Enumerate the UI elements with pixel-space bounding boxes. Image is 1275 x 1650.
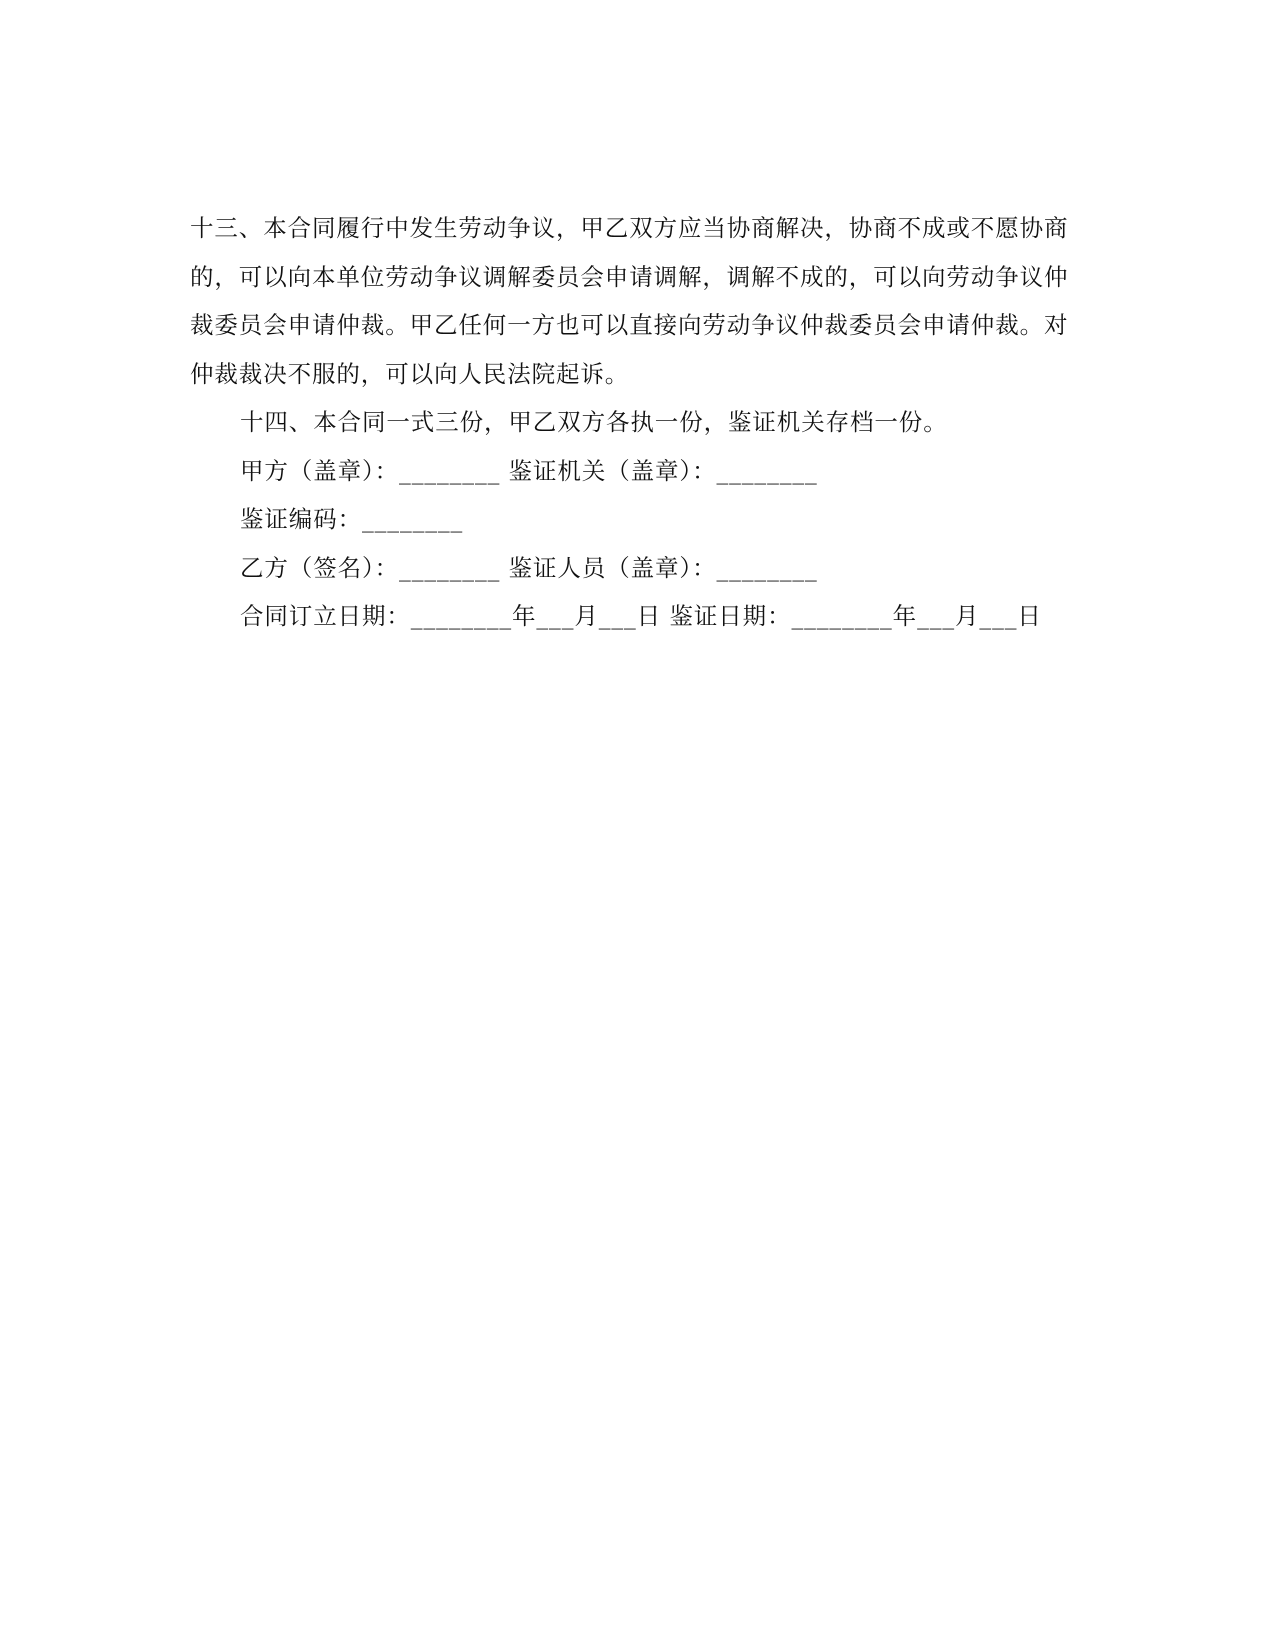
party-a-signature-line: 甲方（盖章）：________ 鉴证机关（盖章）：________ [240, 456, 818, 485]
document-body [190, 204, 1090, 641]
party-b-signature-line: 乙方（签名）：________ 鉴证人员（盖章）：________ [240, 553, 818, 582]
clause-14: 十四、本合同一式三份，甲乙双方各执一份，鉴证机关存档一份。 [240, 408, 948, 436]
verification-code-line: 鉴证编码：________ [240, 505, 464, 533]
clause-13-line-3: 裁委员会申请仲裁。甲乙任何一方也可以直接向劳动争议仲裁委员会申请仲裁。对 [190, 311, 1069, 339]
clause-13-line-2: 的，可以向本单位劳动争议调解委员会申请调解，调解不成的，可以向劳动争议仲 [190, 262, 1069, 291]
dates-line: 合同订立日期：________年___月___日 鉴证日期：________年___月___日 [240, 602, 1042, 630]
clause-13-line-4: 仲裁裁决不服的，可以向人民法院起诉。 [190, 359, 630, 388]
clause-13-line-1: 十三、本合同履行中发生劳动争议，甲乙双方应当协商解决，协商不成或不愿协商 [190, 214, 1069, 242]
